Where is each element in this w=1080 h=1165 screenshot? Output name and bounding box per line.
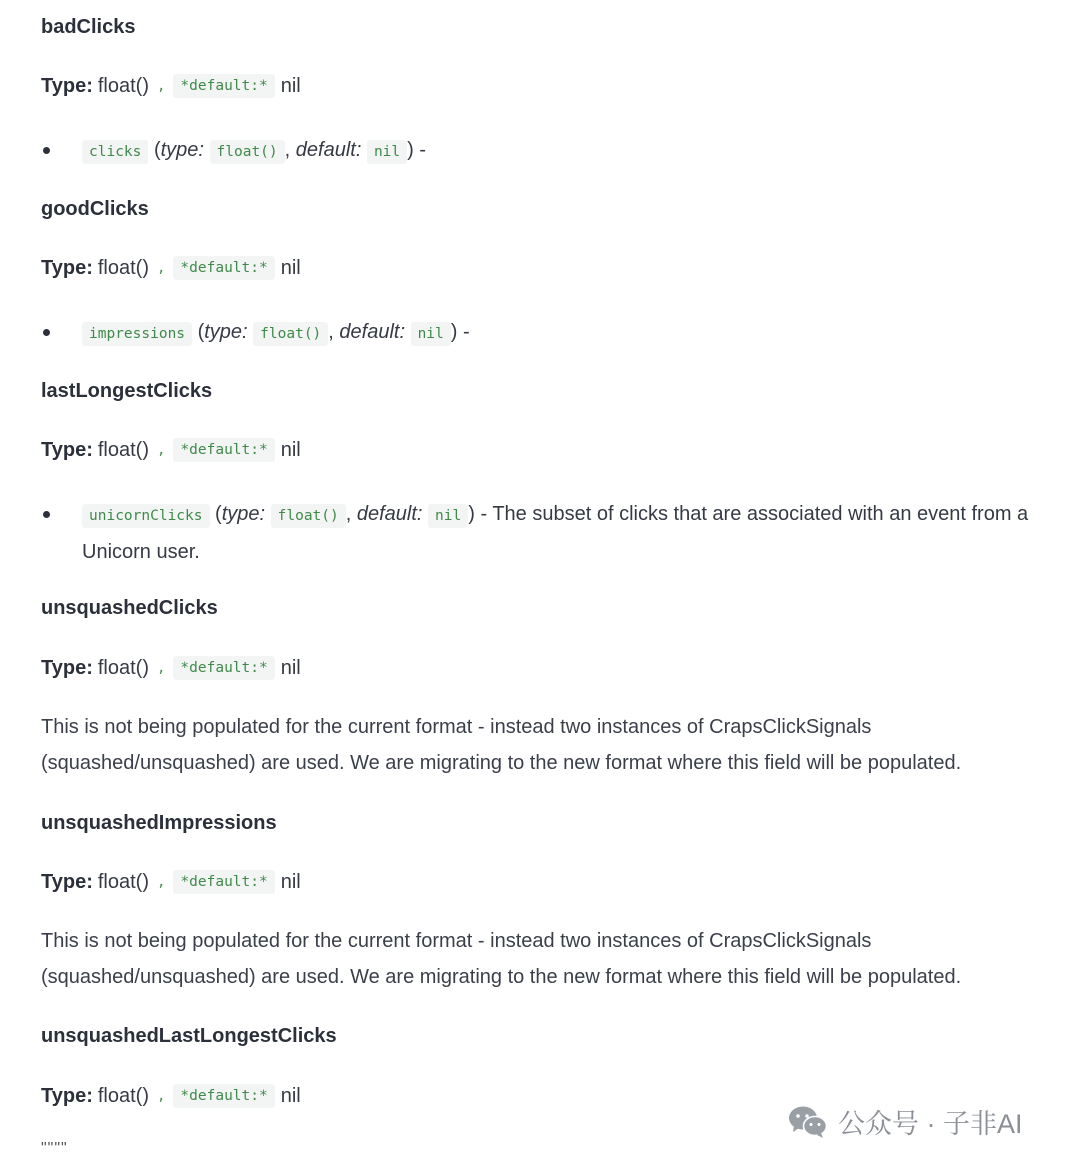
- type-value: float(): [97, 1084, 149, 1107]
- field-name-good-clicks: goodClicks: [41, 198, 149, 220]
- nil-value: nil: [280, 74, 301, 97]
- default-code: *default:*: [173, 1084, 274, 1108]
- separator: ,: [156, 874, 166, 890]
- type-value: float(): [97, 74, 149, 97]
- watermark-text: 公众号 · 子非AI: [838, 1109, 1023, 1139]
- default-code: *default:*: [173, 256, 274, 280]
- param-code: impressions: [82, 322, 192, 346]
- default-value-code: nil: [411, 322, 451, 346]
- field-name-bad-clicks: badClicks: [41, 16, 136, 38]
- watermark: [788, 1102, 1023, 1141]
- type-value: float(): [97, 656, 149, 679]
- list-item: impressions (type: float() , default: nil ) -: [41, 314, 1037, 352]
- list-item: clicks (type: float() , default: nil ) -: [41, 132, 1037, 170]
- default-word: default:: [339, 321, 406, 343]
- item-description: -: [413, 139, 427, 161]
- item-description: -: [457, 321, 470, 343]
- type-value: float(): [97, 438, 149, 461]
- param-code: clicks: [82, 140, 148, 164]
- field-description: This is not being populated for the current format - instead two instances of CrapsClickSignals (squashed/unsquashed) are used. We are migrating to the new format where this field will be populated.: [41, 930, 962, 988]
- type-line: [41, 438, 301, 462]
- separator: ,: [156, 660, 166, 676]
- field-name-unsquashed-last-longest-clicks: unsquashedLastLongestClicks: [41, 1025, 337, 1047]
- default-code: *default:*: [173, 870, 274, 894]
- field-name-last-longest-clicks: lastLongestClicks: [41, 380, 213, 402]
- type-code: float(): [253, 322, 328, 346]
- type-code: float(): [271, 504, 346, 528]
- field-description: This is not being populated for the current format - instead two instances of CrapsClickSignals (squashed/unsquashed) are used. We are migrating to the new format where this field will be populated.: [41, 716, 962, 774]
- nil-value: nil: [280, 438, 301, 461]
- separator: ,: [156, 1088, 166, 1104]
- nil-value: nil: [280, 870, 301, 893]
- nil-value: nil: [280, 1084, 301, 1107]
- type-label: Type:: [41, 74, 93, 97]
- separator: ,: [156, 442, 166, 458]
- bullet-icon: [43, 329, 50, 336]
- default-value-code: nil: [428, 504, 468, 528]
- bullet-icon: [43, 147, 50, 154]
- nil-value: nil: [280, 656, 301, 679]
- default-word: default:: [295, 139, 362, 161]
- type-line: [41, 256, 301, 280]
- field-name-unsquashed-clicks: unsquashedClicks: [41, 597, 218, 619]
- type-value: float(): [97, 256, 149, 279]
- wechat-icon: [788, 1105, 828, 1139]
- separator: ,: [156, 260, 166, 276]
- default-word: default:: [356, 503, 423, 525]
- nil-value: nil: [280, 256, 301, 279]
- separator: ,: [156, 78, 166, 94]
- default-code: *default:*: [173, 656, 274, 680]
- type-line: [41, 74, 301, 98]
- type-label: Type:: [41, 438, 93, 461]
- default-value-code: nil: [367, 140, 407, 164]
- type-label: Type:: [41, 656, 93, 679]
- field-name-unsquashed-impressions: unsquashedImpressions: [41, 812, 277, 834]
- default-code: *default:*: [173, 438, 274, 462]
- bullet-icon: [43, 511, 50, 518]
- type-line: [41, 656, 301, 680]
- default-code: *default:*: [173, 74, 274, 98]
- type-line: [41, 1084, 301, 1108]
- item-description: - The subset of clicks that are associated with an event from a Unicorn user.: [82, 503, 1029, 563]
- type-code: float(): [210, 140, 285, 164]
- type-word: type:: [160, 139, 204, 161]
- param-code: unicornClicks: [82, 504, 210, 528]
- type-word: type:: [204, 321, 248, 343]
- type-line: [41, 870, 301, 894]
- type-label: Type:: [41, 1084, 93, 1107]
- type-value: float(): [97, 870, 149, 893]
- closing-quotes: """": [41, 1140, 68, 1157]
- type-label: Type:: [41, 256, 93, 279]
- list-item: unicornClicks (type: float() , default: nil ) - The subset of clicks that are associated with an event from a Unicorn user.: [41, 496, 1037, 570]
- type-label: Type:: [41, 870, 93, 893]
- type-word: type:: [221, 503, 266, 525]
